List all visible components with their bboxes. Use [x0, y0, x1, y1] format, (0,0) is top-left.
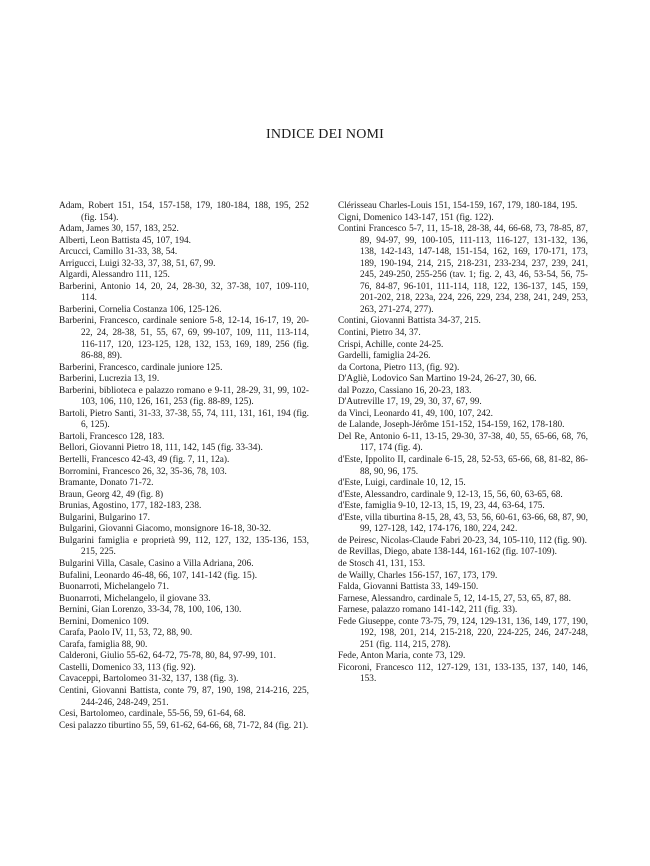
- index-entry: Barberini, biblioteca e palazzo romano e 9-11, 28-29, 31, 99, 102-103, 106, 110, 126, 161, 253 (fig. 88-89, 125).: [59, 385, 309, 408]
- index-entry: Arcucci, Camillo 31-33, 38, 54.: [59, 247, 178, 258]
- index-entry: Crispi, Achille, conte 24-25.: [338, 339, 444, 350]
- page-title: INDICE DEI NOMI: [265, 127, 385, 142]
- index-entry: de Peiresc, Nicolas-Claude Fabri 20-23, 34, 105-110, 112 (fig. 90).: [338, 535, 587, 546]
- index-entry: Contini Francesco 5-7, 11, 15-18, 28-38, 44, 66-68, 73, 78-85, 87, 89, 94-97, 99, 100-105, 111-113, 116-127, 131-132, 136, 138, 142-143, 147-148, 151-154, 162, 169, 170-171, 173, 189, 190-194, 214, 215, 218-231, 233-234, 237, 239, 241, 245, 249-250, 255-256 (tav. 1; fig. 2, 43, 46, 53-54, 56, 75-76, 84-87, 96-101, 111-114, 118, 122, 136-137, 145, 159, 201-202, 218, 223a, 224, 226, 229, 234, 238, 241, 249, 253, 263, 271-274, 277).: [338, 224, 588, 315]
- index-entry: D'Autreville 17, 19, 29, 30, 37, 67, 99.: [338, 397, 482, 408]
- index-entry: dal Pozzo, Cassiano 16, 20-23, 183.: [338, 385, 472, 396]
- index-entry: de Wailly, Charles 156-157, 167, 173, 179.: [338, 570, 498, 581]
- index-entry: Barberini, Cornelia Costanza 106, 125-126.: [59, 304, 222, 315]
- index-entry: Cesi palazzo tiburtino 55, 59, 61-62, 64-66, 68, 71-72, 84 (fig. 21).: [59, 720, 309, 731]
- index-entry: d'Este, famiglia 9-10, 12-13, 15, 19, 23, 44, 63-64, 175.: [338, 501, 545, 512]
- index-entry: Buonarroti, Michelangelo 71.: [59, 582, 169, 593]
- index-entry: Cigni, Domenico 143-147, 151 (fig. 122).: [338, 212, 494, 223]
- index-entry: Castelli, Domenico 33, 113 (fig. 92).: [59, 662, 196, 673]
- index-entry: Bramante, Donato 71-72.: [59, 478, 154, 489]
- index-entry: Buonarroti, Michelangelo, il giovane 33.: [59, 593, 211, 604]
- index-entry: d'Este, villa tiburtina 8-15, 28, 43, 53, 56, 60-61, 63-66, 68, 87, 90, 99, 127-128, 142, 174-176, 180, 224, 242.: [338, 512, 588, 535]
- index-entry: Carafa, famiglia 88, 90.: [59, 639, 148, 650]
- index-entry: Arrigucci, Luigi 32-33, 37, 38, 51, 67, 99.: [59, 258, 216, 269]
- index-entry: Bulgarini, Bulgarino 17.: [59, 512, 150, 523]
- index-column-left: [59, 201, 309, 732]
- index-entry: Alberti, Leon Battista 45, 107, 194.: [59, 235, 191, 246]
- index-entry: de Revillas, Diego, abate 138-144, 161-162 (fig. 107-109).: [338, 547, 557, 558]
- index-entry: d'Este, Ippolito II, cardinale 6-15, 28, 52-53, 65-66, 68, 81-82, 86-88, 90, 96, 175.: [338, 455, 588, 477]
- index-entry: Bulgarini, Giovanni Giacomo, monsignore 16-18, 30-32.: [59, 524, 271, 535]
- index-entry: Bellori, Giovanni Pietro 18, 111, 142, 145 (fig. 33-34).: [59, 443, 263, 454]
- index-entry: Barberini, Francesco, cardinale juniore 125.: [59, 362, 223, 373]
- index-column-right: [338, 201, 588, 686]
- index-entry: Adam, James 30, 157, 183, 252.: [59, 224, 179, 235]
- index-entry: da Cortona, Pietro 113, (fig. 92).: [338, 362, 460, 373]
- index-entry: Clérisseau Charles-Louis 151, 154-159, 167, 179, 180-184, 195.: [338, 201, 578, 211]
- index-entry: Calderoni, Giulio 55-62, 64-72, 75-78, 80, 84, 97-99, 101.: [59, 651, 276, 662]
- index-entry: Contini, Pietro 34, 37.: [338, 328, 421, 339]
- index-entry: d'Este, Alessandro, cardinale 9, 12-13, 15, 56, 60, 63-65, 68.: [338, 489, 563, 500]
- index-entry: de Lalande, Joseph-Jérôme 151-152, 154-159, 162, 178-180.: [338, 420, 565, 431]
- index-entry: Del Re, Antonio 6-11, 13-15, 29-30, 37-38, 40, 55, 65-66, 68, 76, 117, 174 (fig. 4).: [338, 431, 588, 454]
- index-entry: Fede, Anton Maria, conte 73, 129.: [338, 651, 466, 662]
- index-entry: Adam, Robert 151, 154, 157-158, 179, 180-184, 188, 195, 252 (fig. 154).: [59, 201, 309, 223]
- index-entry: Centini, Giovanni Battista, conte 79, 87, 190, 198, 214-216, 225, 244-246, 248-249, 251.: [59, 685, 309, 708]
- index-entry: Cesi, Bartolomeo, cardinale, 55-56, 59, 61-64, 68.: [59, 709, 246, 720]
- index-entry: Bufalini, Leonardo 46-48, 66, 107, 141-142 (fig. 15).: [59, 570, 258, 581]
- index-entry: da Vinci, Leonardo 41, 49, 100, 107, 242.: [338, 408, 493, 419]
- index-entry: Bulgarini Villa, Casale, Casino a Villa Adriana, 206.: [59, 558, 254, 569]
- index-entry: Gardelli, famiglia 24-26.: [338, 351, 431, 362]
- index-entry: Farnese, Alessandro, cardinale 5, 12, 14-15, 27, 53, 65, 87, 88.: [338, 593, 571, 604]
- index-entry: d'Este, Luigi, cardinale 10, 12, 15.: [338, 478, 466, 489]
- index-entry: Carafa, Paolo IV, 11, 53, 72, 88, 90.: [59, 628, 193, 639]
- index-entry: Bernini, Gian Lorenzo, 33-34, 78, 100, 106, 130.: [59, 605, 242, 616]
- index-entry: Braun, Georg 42, 49 (fig. 8): [59, 489, 164, 500]
- index-entry: Cavaceppi, Bartolomeo 31-32, 137, 138 (fig. 3).: [59, 674, 239, 685]
- index-entry: Falda, Giovanni Battista 33, 149-150.: [338, 582, 479, 593]
- index-entry: Ficoroni, Francesco 112, 127-129, 131, 133-135, 137, 140, 146, 153.: [338, 662, 588, 685]
- index-entry: Algardi, Alessandro 111, 125.: [59, 270, 170, 281]
- index-entry: Barberini, Antonio 14, 20, 24, 28-30, 32, 37-38, 107, 109-110, 114.: [59, 281, 309, 304]
- index-entry: Barberini, Lucrezia 13, 19.: [59, 374, 160, 385]
- index-entry: Borromini, Francesco 26, 32, 35-36, 78, 103.: [59, 466, 227, 477]
- index-entry: Bertelli, Francesco 42-43, 49 (fig. 7, 11, 12a).: [59, 455, 230, 466]
- index-entry: Brunias, Agostino, 177, 182-183, 238.: [59, 501, 202, 512]
- index-entry: Contini, Giovanni Battista 34-37, 215.: [338, 316, 481, 327]
- index-entry: Bartoli, Francesco 128, 183.: [59, 431, 165, 442]
- index-entry: Bulgarini famiglia e proprietà 99, 112, 127, 132, 135-136, 153, 215, 225.: [59, 535, 309, 558]
- index-entry: Barberini, Francesco, cardinale seniore 5-8, 12-14, 16-17, 19, 20-22, 24, 28-38, 51, 55, 67, 69, 99-107, 109, 111, 113-114, 116-117, 120, 123-125, 128, 132, 153, 169, 189, 256 (fig. 86-88, 89).: [59, 316, 309, 362]
- index-entry: de Stosch 41, 131, 153.: [338, 558, 426, 569]
- index-entry: Bartoli, Pietro Santi, 31-33, 37-38, 55, 74, 111, 131, 161, 194 (fig. 6, 125).: [59, 408, 309, 431]
- index-entry: D'Agliè, Lodovico San Martino 19-24, 26-27, 30, 66.: [338, 374, 537, 385]
- index-entry: Farnese, palazzo romano 141-142, 211 (fig. 33).: [338, 605, 518, 616]
- index-entry: Fede Giuseppe, conte 73-75, 79, 124, 129-131, 136, 149, 177, 190, 192, 198, 201, 214, 215-218, 220, 224-225, 246, 247-248, 251 (fig. 114, 215, 278).: [338, 616, 588, 650]
- index-entry: Bernini, Domenico 109.: [59, 616, 149, 627]
